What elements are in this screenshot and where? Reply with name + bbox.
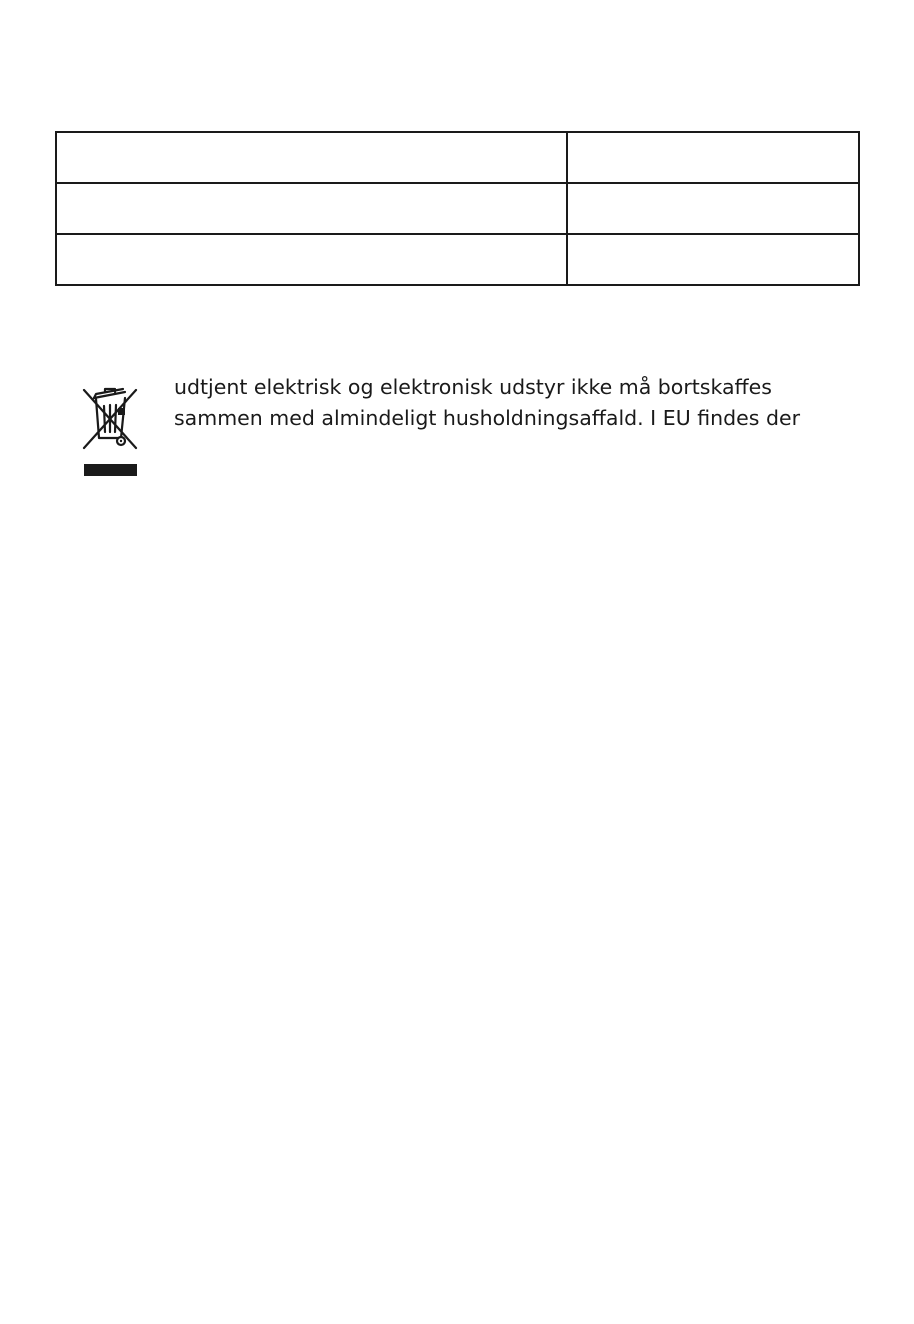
table-cell-value xyxy=(567,234,859,285)
disposal-line: sammen med almindeligt husholdningsaffald. I EU findes der xyxy=(174,406,801,430)
table-cell-label xyxy=(56,234,567,285)
table-row xyxy=(56,234,859,285)
disposal-line: udtjent elektrisk og elektronisk udstyr ikke må bortskaffes xyxy=(174,375,772,399)
table-cell-label xyxy=(56,183,567,234)
disposal-section xyxy=(78,372,868,492)
spec-table xyxy=(55,131,860,286)
table-cell-value xyxy=(567,183,859,234)
table-cell-label xyxy=(56,132,567,183)
table-row xyxy=(56,132,859,183)
disposal-notice xyxy=(174,372,874,434)
table-cell-value xyxy=(567,132,859,183)
table-row xyxy=(56,183,859,234)
crossed-out-wheelie-bin-icon xyxy=(78,386,142,482)
